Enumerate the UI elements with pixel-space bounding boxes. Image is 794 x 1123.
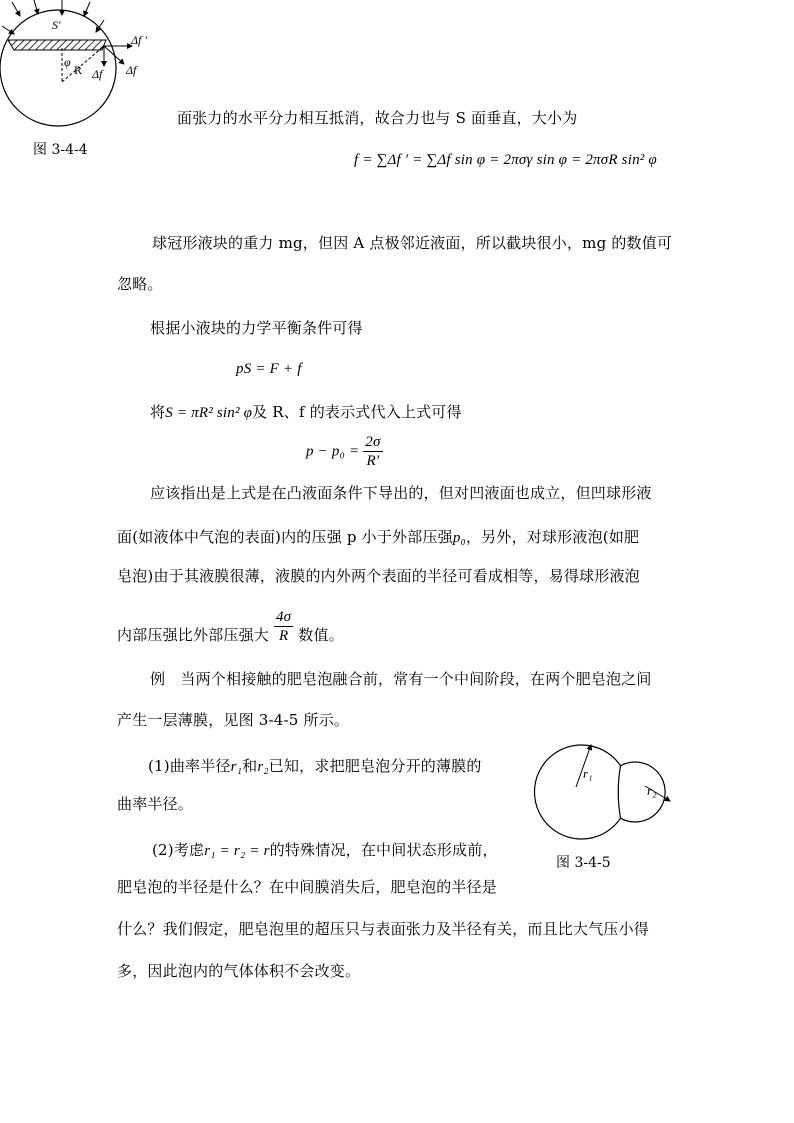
separating-film xyxy=(618,766,620,818)
question-1-and: 和 xyxy=(242,757,258,775)
paragraph-4-prefix: 将 xyxy=(150,403,166,421)
figure-3-4-4-drawing xyxy=(0,0,160,135)
equation-2: pS = F + f xyxy=(236,361,302,377)
label-r: R xyxy=(74,63,83,77)
bubble-large xyxy=(534,745,620,839)
figure-3-4-5-caption: 图 3-4-5 xyxy=(556,855,611,871)
paragraph-5-line-2-a: 面(如液体中气泡的表面)内的压强 p 小于外部压强 xyxy=(117,528,453,546)
paragraph-4-suffix: 及 R、f 的表示式代入上式可得 xyxy=(252,403,462,421)
paragraph-5-fraction xyxy=(274,608,293,645)
label-r2: r₂ xyxy=(647,783,657,798)
example-line-2: 产生一层薄膜，见图 3-4-5 所示。 xyxy=(117,711,350,729)
paragraph-5-line-3: 皂泡)由于其液膜很薄，液膜的内外两个表面的半径可看成相等，易得球形液泡 xyxy=(117,567,640,585)
example-line-1: 例 当两个相接触的肥皂泡融合前，常有一个中间阶段，在两个肥皂泡之间 xyxy=(150,670,652,688)
symbol-r2: r₂ xyxy=(257,759,269,775)
label-r1: r₁ xyxy=(583,766,593,781)
paragraph-1: 面张力的水平分力相互抵消，故合力也与 S 面垂直，大小为 xyxy=(177,109,578,127)
paragraph-4 xyxy=(150,402,462,423)
figure-3-4-5 xyxy=(525,735,685,840)
label-delta-f-b: Δf xyxy=(126,63,137,77)
question-2-line-3: 什么？我们假定，肥皂泡里的超压只与表面张力及半径有关，而且比大气压小得 xyxy=(117,920,650,938)
paragraph-5-line-4 xyxy=(117,608,344,645)
equation-3-numerator: 2σ xyxy=(365,434,381,450)
paragraph-5-line-4-a: 内部压强比外部压强大 xyxy=(117,626,270,644)
symbol-r1: r₁ xyxy=(230,759,243,775)
question-2-formula: r₁ = r₂ = r xyxy=(204,843,270,859)
paragraph-5-line-2-b: ，另外，对球形液泡(如肥 xyxy=(465,528,640,546)
bubble-small xyxy=(621,762,666,822)
label-phi: φ xyxy=(64,55,71,69)
label-delta-f-a: Δf xyxy=(92,67,103,81)
question-2-prefix: (2)考虑 xyxy=(152,841,205,859)
equation-3-lhs: p − p₀ = xyxy=(306,443,360,460)
paragraph-5-numerator: 4σ xyxy=(275,609,292,625)
figure-3-4-4 xyxy=(0,0,160,135)
equation-1: f = ∑Δf ′ = ∑Δf sin φ = 2πσγ sin φ = 2πσR sin² φ xyxy=(354,152,657,168)
equation-3 xyxy=(306,433,383,470)
paragraph-5-denominator: R xyxy=(278,628,289,644)
label-delta-f-prime: Δf ′ xyxy=(131,33,148,47)
figure-3-4-5-drawing xyxy=(525,735,685,840)
question-1-suffix: 已知，求把肥皂泡分开的薄膜的 xyxy=(268,757,482,775)
paragraph-3: 根据小液块的力学平衡条件可得 xyxy=(150,319,363,337)
paragraph-2-line-1: 球冠形液块的重力 mg，但因 A 点极邻近液面，所以截块很小，mg 的数值可 xyxy=(152,234,673,252)
cap-hatched-region xyxy=(8,40,106,50)
paragraph-5-line-2 xyxy=(117,527,639,548)
figure-3-4-4-caption: 图 3-4-4 xyxy=(33,142,88,158)
paragraph-5-line-1: 应该指出是上式是在凸液面条件下导出的，但对凹液面也成立，但凹球形液 xyxy=(150,484,652,502)
question-1-line-1 xyxy=(148,756,482,777)
symbol-p0: p₀ xyxy=(452,530,466,546)
question-1-line-2: 曲率半径。 xyxy=(117,795,194,813)
label-s-prime: S′ xyxy=(52,18,61,32)
equation-3-denominator: R′ xyxy=(366,453,380,469)
question-2-suffix: 的特殊情况，在中间状态形成前， xyxy=(269,841,498,859)
question-1-prefix: (1)曲率半径 xyxy=(148,757,231,775)
question-2-line-4: 多，因此泡内的气体体积不会改变。 xyxy=(117,962,361,980)
paragraph-5-line-4-b: 数值。 xyxy=(298,626,344,644)
paragraph-4-formula: S = πR² sin² φ xyxy=(165,405,253,421)
question-2-line-1 xyxy=(152,840,498,861)
question-2-line-2: 肥皂泡的半径是什么？在中间膜消失后，肥皂泡的半径是 xyxy=(117,878,498,896)
paragraph-2-line-2: 忽略。 xyxy=(117,275,163,293)
equation-3-fraction xyxy=(363,433,382,470)
